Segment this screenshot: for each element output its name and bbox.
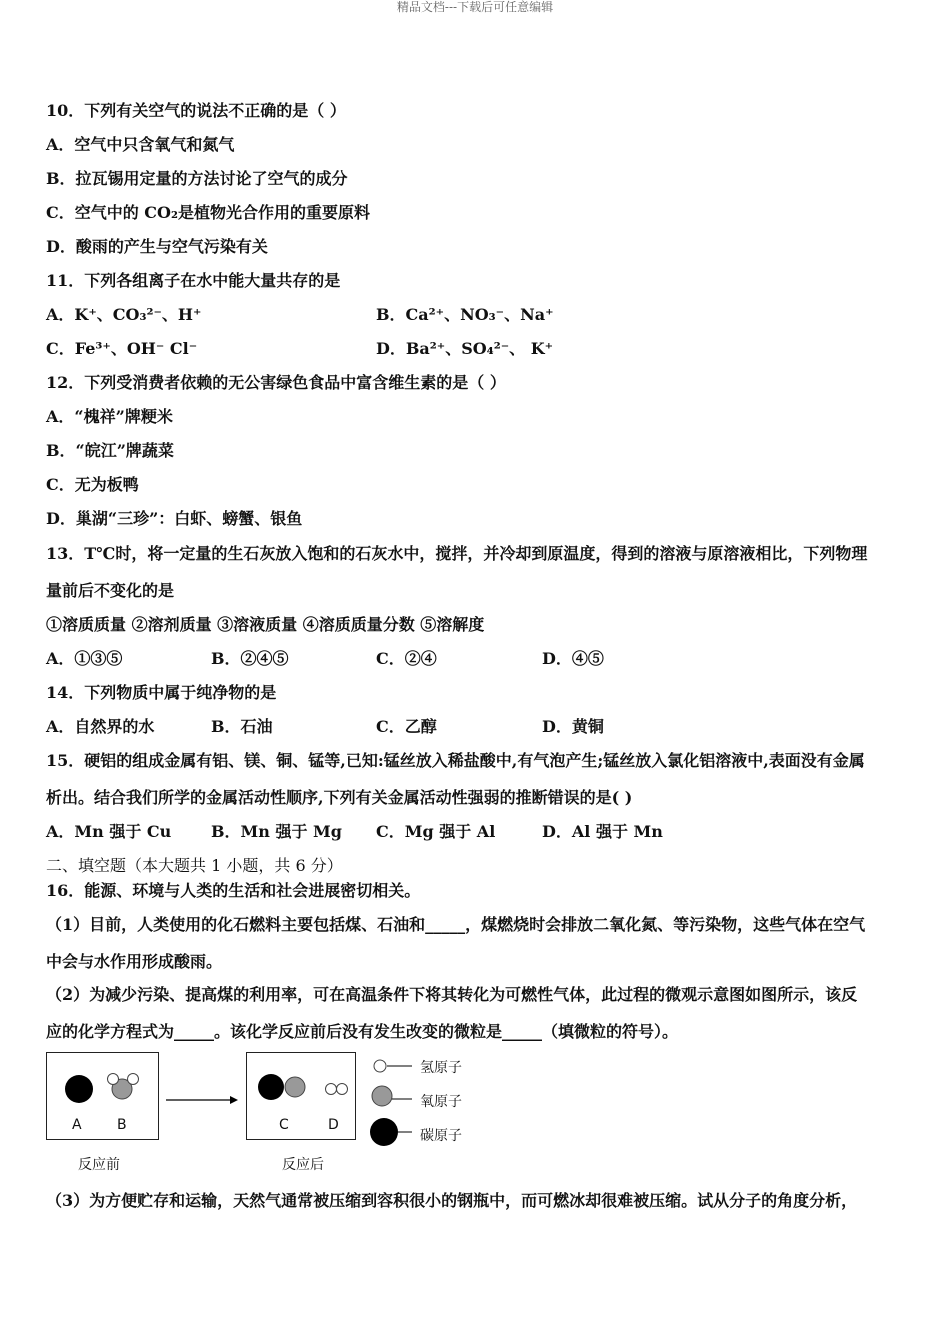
q10-option-d: D．酸雨的产生与空气污染有关 [46,237,268,256]
hydrogen-atom-b2 [128,1074,139,1085]
q12-option-b: B．“皖江”牌蔬菜 [46,441,174,460]
legend-hydrogen-label: 氢原子 [420,1060,462,1076]
label-b: B [117,1117,127,1133]
arrow-head [230,1096,238,1104]
legend-carbon-label: 碳原子 [420,1128,462,1144]
q15-stem-line2: 析出。结合我们所学的金属活动性顺序,下列有关金属活动性强弱的推断错误的是( ) [46,788,633,807]
q16-part1-line2: 中会与水作用形成酸雨。 [46,952,223,971]
q14-stem: 14．下列物质中属于纯净物的是 [46,683,277,702]
q13-stem-line1: 13．T℃时，将一定量的生石灰放入饱和的石灰水中，搅拌，并冷却到原温度，得到的溶液与原溶液相比，下列物理 [46,544,868,563]
q14-option-b: B．石油 [211,717,273,736]
q12-option-a: A．“槐祥”牌粳米 [46,407,173,426]
hydrogen-atom-d2 [337,1084,348,1095]
q10-option-b: B．拉瓦锡用定量的方法讨论了空气的成分 [46,169,348,188]
q10-stem: 10．下列有关空气的说法不正确的是（ ） [46,101,346,120]
legend-carbon-icon [370,1118,398,1146]
label-d: D [328,1117,339,1133]
q11-option-d: D．Ba²⁺、SO₄²⁻、 K⁺ [376,339,554,358]
hydrogen-atom-d1 [326,1084,337,1095]
carbon-atom-a [65,1075,93,1103]
q15-stem-line1: 15．硬铝的组成金属有铝、镁、铜、锰等,已知:锰丝放入稀盐酸中,有气泡产生;锰丝放入氯化铝溶液中,表面没有金属 [46,751,865,770]
q10-option-c: C．空气中的 CO₂是植物光合作用的重要原料 [46,203,370,222]
q13-option-b: B．②④⑤ [211,649,289,668]
label-a: A [72,1117,82,1133]
legend-oxygen-icon [372,1086,392,1106]
legend-oxygen-label: 氧原子 [420,1094,462,1110]
oxygen-atom-c [285,1077,305,1097]
q10-option-a: A．空气中只含氧气和氮气 [46,135,235,154]
carbon-atom-c [258,1074,284,1100]
reaction-diagram [46,1052,486,1182]
q12-option-d: D．巢湖“三珍”：白虾、螃蟹、银鱼 [46,509,303,528]
label-c: C [279,1117,289,1133]
q15-option-c: C．Mg 强于 Al [376,822,496,841]
q12-stem: 12．下列受消费者依赖的无公害绿色食品中富含维生素的是（ ） [46,373,506,392]
caption-after: 反应后 [282,1157,324,1173]
q15-option-b: B．Mn 强于 Mg [211,822,342,841]
q13-option-a: A．①③⑤ [46,649,123,668]
q11-option-a: A．K⁺、CO₃²⁻、H⁺ [46,305,202,324]
legend-hydrogen-icon [374,1060,386,1072]
q11-option-b: B．Ca²⁺、NO₃⁻、Na⁺ [376,305,554,324]
caption-before: 反应前 [78,1157,120,1173]
q13-stem-line2: 量前后不变化的是 [46,581,175,600]
hydrogen-atom-b1 [108,1074,119,1085]
q13-items: ①溶质质量 ②溶剂质量 ③溶液质量 ④溶质质量分数 ⑤溶解度 [46,615,485,634]
q12-option-c: C．无为板鸭 [46,475,139,494]
q13-option-d: D．④⑤ [542,649,604,668]
q14-option-d: D．黄铜 [542,717,604,736]
q11-stem: 11．下列各组离子在水中能大量共存的是 [46,271,341,290]
q16-part2-line1: （2）为减少污染、提高煤的利用率，可在高温条件下将其转化为可燃性气体，此过程的微观示意图如图所示，该反 [46,985,858,1004]
q16-part1-line1: （1）目前，人类使用的化石燃料主要包括煤、石油和_____，煤燃烧时会排放二氧化氮、等污染物，这些气体在空气 [46,915,866,934]
q14-option-a: A．自然界的水 [46,717,155,736]
q16-part2-line2: 应的化学方程式为_____。该化学反应前后没有发生改变的微粒是_____（填微粒的符号）。 [46,1022,679,1041]
q16-part3: （3）为方便贮存和运输，天然气通常被压缩到容积很小的钢瓶中，而可燃冰却很难被压缩。试从分子的角度分析， [46,1191,858,1210]
q11-option-c: C．Fe³⁺、OH⁻ Cl⁻ [46,339,198,358]
q15-option-a: A．Mn 强于 Cu [46,822,172,841]
section-title: 二、填空题（本大题共 1 小题，共 6 分） [46,856,343,875]
q16-stem: 16．能源、环境与人类的生活和社会进展密切相关。 [46,881,421,900]
q15-option-d: D．Al 强于 Mn [542,822,663,841]
page-header: 精品文档---下载后可任意编辑 [396,0,554,14]
q14-option-c: C．乙醇 [376,717,437,736]
q13-option-c: C．②④ [376,649,437,668]
